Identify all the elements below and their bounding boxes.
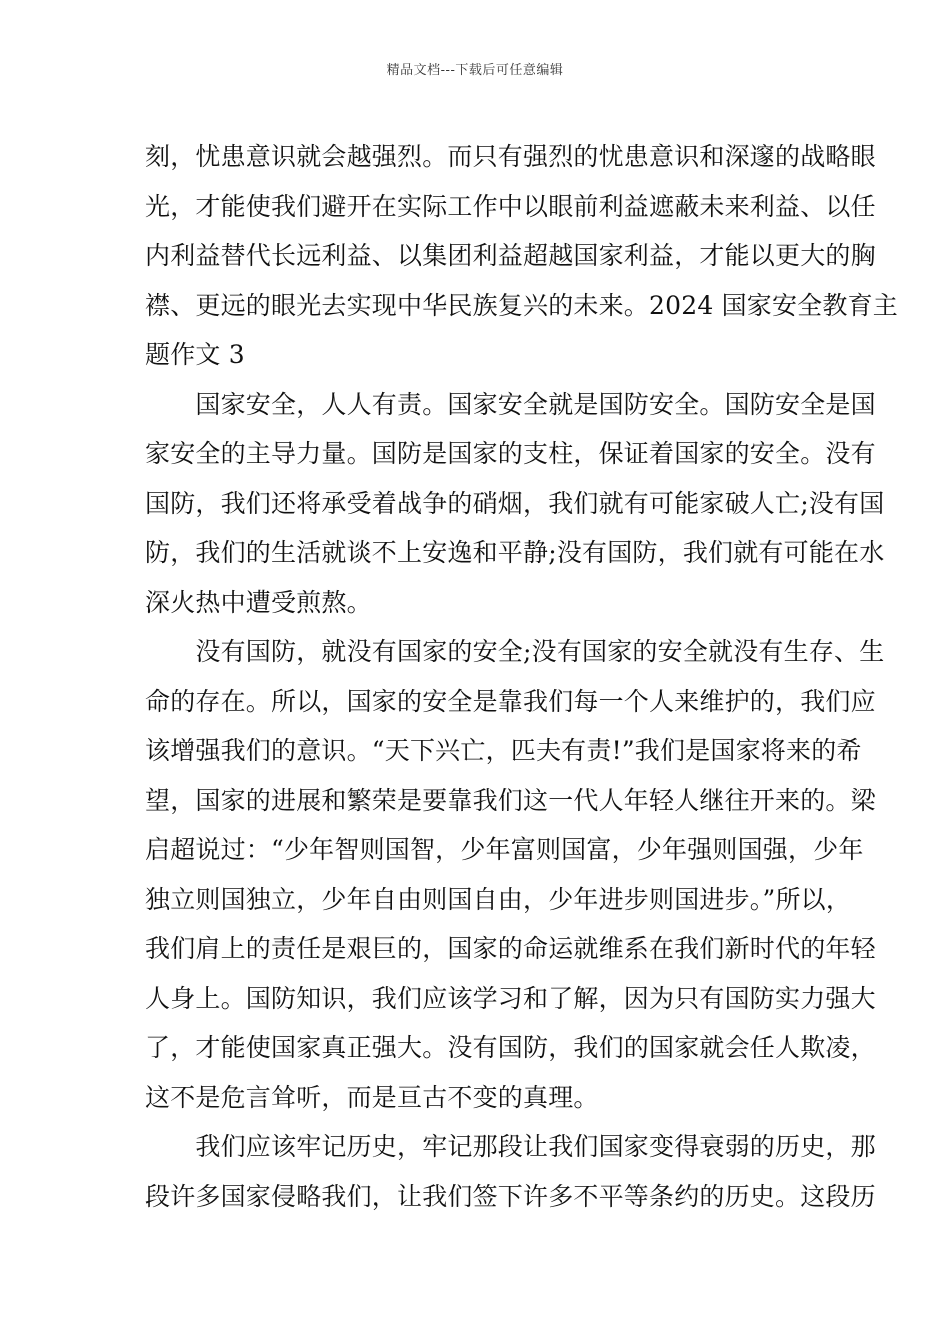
text-line: 望，国家的进展和繁荣是要靠我们这一代人年轻人继往开来的。梁 — [145, 785, 876, 815]
text-line: 家安全的主导力量。国防是国家的支柱，保证着国家的安全。没有 — [145, 439, 876, 468]
text-line: 内利益替代长远利益、以集团利益超越国家利益，才能以更大的胸 — [145, 241, 876, 270]
text-line: 命的存在。所以，国家的安全是靠我们每一个人来维护的，我们应 — [145, 686, 876, 716]
text-line: 防，我们的生活就谈不上安逸和平静;没有国防，我们就有可能在水 — [145, 538, 885, 567]
text-line: 深火热中遭受煎熬。 — [145, 587, 372, 617]
text-line: 刻，忧患意识就会越强烈。而只有强烈的忧患意识和深邃的战略眼 — [145, 142, 876, 171]
text-line: 国家安全，人人有责。国家安全就是国防安全。国防安全是国 — [145, 389, 876, 419]
text-line: 国防，我们还将承受着战争的硝烟，我们就有可能家破人亡;没有国 — [145, 488, 885, 518]
text-line: 这不是危言耸听，而是亘古不变的真理。 — [145, 1082, 599, 1112]
text-line: 题作文 3 — [145, 340, 245, 369]
text-line: 光，才能使我们避开在实际工作中以眼前利益遮蔽未来利益、以任 — [145, 191, 876, 221]
text-line: 该增强我们的意识。“天下兴亡，匹夫有责!”我们是国家将来的希 — [145, 736, 862, 765]
text-line: 我们肩上的责任是艰巨的，国家的命运就维系在我们新时代的年轻 — [145, 934, 876, 963]
text-line: 独立则国独立，少年自由则国自由，少年进步则国进步。”所以， — [145, 884, 852, 914]
text-line: 我们应该牢记历史，牢记那段让我们国家变得衰弱的历史，那 — [145, 1132, 876, 1161]
text-line: 人身上。国防知识，我们应该学习和了解，因为只有国防实力强大 — [145, 983, 876, 1013]
text-line: 没有国防，就没有国家的安全;没有国家的安全就没有生存、生 — [145, 637, 885, 666]
document-body — [145, 132, 898, 1221]
text-line: 段许多国家侵略我们，让我们签下许多不平等条约的历史。这段历 — [145, 1181, 876, 1211]
text-line: 启超说过：“少年智则国智，少年富则国富，少年强则国强，少年 — [145, 835, 864, 864]
text-line: 襟、更远的眼光去实现中华民族复兴的未来。2024 国家安全教育主 — [145, 290, 898, 320]
page-header: 精品文档---下载后可任意编辑 — [386, 63, 564, 78]
text-line: 了，才能使国家真正强大。没有国防，我们的国家就会任人欺凌， — [145, 1033, 876, 1062]
